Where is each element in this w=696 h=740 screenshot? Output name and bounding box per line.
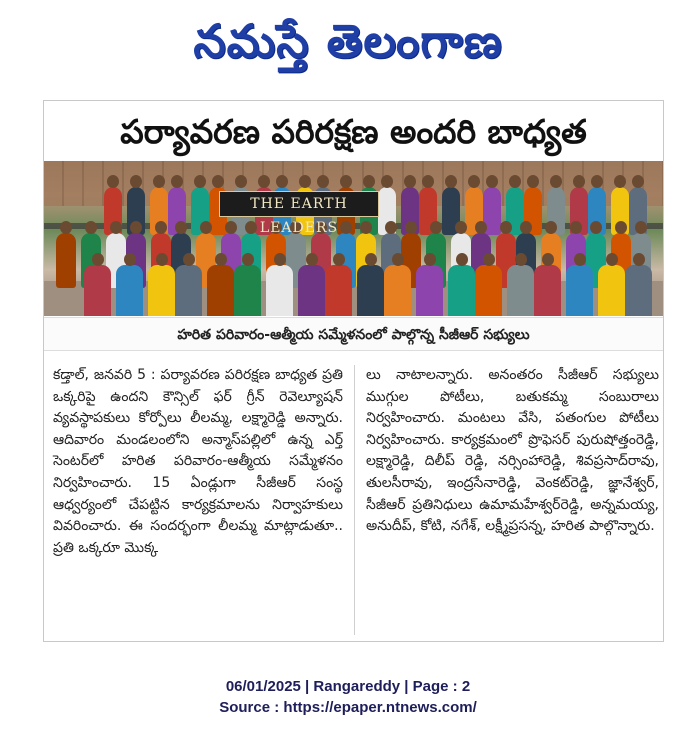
photo-person — [384, 265, 411, 316]
photo-person-head — [153, 175, 165, 188]
photo-person-head — [633, 253, 645, 266]
photo-person-head — [405, 221, 417, 234]
photo-person — [325, 265, 352, 316]
masthead-logo: నమస్తే తెలంగాణ — [193, 14, 503, 68]
group-photo — [44, 161, 663, 316]
photo-person-head — [235, 175, 247, 188]
article-headline: పర్యావరణ పరిరక్షణ అందరి బాధ్యత — [120, 112, 587, 151]
photo-person-head — [574, 253, 586, 266]
photo-person-head — [632, 175, 644, 188]
photo-person-head — [200, 221, 212, 234]
photo-person-head — [550, 175, 562, 188]
photo-person-head — [340, 221, 352, 234]
photo-person — [507, 265, 534, 316]
photo-person-head — [570, 221, 582, 234]
page-footer — [0, 676, 696, 718]
photo-person-head — [422, 175, 434, 188]
photo-person — [625, 265, 652, 316]
photo-person — [175, 265, 202, 316]
photo-person-head — [340, 175, 352, 188]
photo-person — [598, 265, 625, 316]
photo-person-head — [92, 253, 104, 266]
photo-person-head — [515, 253, 527, 266]
photo-person-head — [590, 221, 602, 234]
footer-source: Source : https://epaper.ntnews.com/ — [219, 699, 477, 716]
photo-person-head — [542, 253, 554, 266]
photo-person — [298, 265, 325, 316]
photo-person-head — [509, 175, 521, 188]
photo-person — [56, 233, 76, 288]
photo-person-head — [258, 175, 270, 188]
photo-person — [148, 265, 175, 316]
news-article — [43, 100, 664, 642]
photo-person-head — [545, 221, 557, 234]
photo-person-head — [483, 253, 495, 266]
photo-person-head — [124, 253, 136, 266]
photo-person-head — [424, 253, 436, 266]
photo-person-head — [430, 221, 442, 234]
photo-person-head — [455, 221, 467, 234]
photo-person-head — [615, 221, 627, 234]
photo-person-head — [317, 175, 329, 188]
photo-person-head — [130, 175, 142, 188]
photo-person — [266, 265, 293, 316]
photo-person-head — [155, 221, 167, 234]
photo-person-head — [274, 253, 286, 266]
photo-person — [416, 265, 443, 316]
photo-person-head — [85, 221, 97, 234]
column-divider — [354, 365, 355, 635]
photo-person-head — [183, 253, 195, 266]
photo-person — [448, 265, 475, 316]
article-column-left — [53, 365, 343, 559]
photo-person-head — [130, 221, 142, 234]
photo-person-head — [365, 253, 377, 266]
photo-person — [207, 265, 234, 316]
photo-person-head — [573, 175, 585, 188]
article-column-right — [366, 365, 659, 538]
photo-person-head — [333, 253, 345, 266]
article-body-left: కడ్తాల్, జనవరి 5 : పర్యావరణ పరిరక్షణ బాధ్యత ప్రతి ఒక్కరిపై ఉందని కౌన్సిల్ ఫర్ గ్రీన్ రెవెల్యూషన్ వ్యవస్థాపకులు కోర్పోలు లీలమ్మ, లక్ష్మారెడ్డి అన్నారు. ఆదివారం మండలంలోని అన్మాస్‌పల్లిలో ఉన్న ఎర్త్ సెంటర్‌లో హరిత పరివారం-ఆత్మీయ సమ్మేళనం నిర్వహించారు. 15 ఏండ్లుగా సీజీఆర్ సంస్థ ఆధ్వర్యంలో చేపట్టిన కార్యక్రమాలను నిర్వాహకులు వివరించారు. ఈ సందర్భంగా లీలమ్మ మాట్లాడుతూ.. ప్రతి ఒక్కరూ మొక్క — [53, 367, 343, 556]
photo-person-head — [245, 221, 257, 234]
photo-person-head — [392, 253, 404, 266]
photo-person-head — [175, 221, 187, 234]
photo-person-head — [635, 221, 647, 234]
photo-person-head — [500, 221, 512, 234]
photo-person — [116, 265, 143, 316]
photo-person-head — [614, 175, 626, 188]
photo-person — [234, 265, 261, 316]
photo-person-head — [215, 253, 227, 266]
photo-person-head — [242, 253, 254, 266]
photo-person-head — [385, 221, 397, 234]
article-body-right: లు నాటాలన్నారు. అనంతరం సీజీఆర్ సభ్యులు ముగ్గుల పోటీలు, బతుకమ్మ సంబురాలు నిర్వహించారు. మంటలు వేసి, పతంగుల పోటీలు నిర్వహించారు. కార్యక్రమంలో ప్రొఫెసర్ పురుషోత్తంరెడ్డి, లక్ష్మారెడ్డి, దిలీప్ రెడ్డి, నర్సింహారెడ్డి, శివప్రసాద్‌రావు, తులసీరావు, ఇంద్రసేనారెడ్డి, వెంకట్‌రెడ్డి, జ్ఞానేశ్వర్, సీజీఆర్ ప్రతినిధులు ఉమామహేశ్వర్‌రెడ్డి, అన్నమయ్య, అనుదీప్, కోటి, నగేశ్, లక్ష్మీప్రసన్న, హరిత పాల్గొన్నారు. — [366, 367, 659, 535]
photo-person-head — [299, 175, 311, 188]
photo-person-head — [591, 175, 603, 188]
photo-caption: హరిత పరివారం-ఆత్మీయ సమ్మేళనంలో పాల్గొన్న సీజీఆర్ సభ్యులు — [44, 317, 663, 351]
photo-person — [566, 265, 593, 316]
photo-person-head — [276, 175, 288, 188]
photo-person-head — [60, 221, 72, 234]
photo-person-head — [194, 175, 206, 188]
photo-person — [475, 265, 502, 316]
photo-person-head — [456, 253, 468, 266]
photo-person-head — [156, 253, 168, 266]
photo-person — [84, 265, 111, 316]
photo-person-head — [306, 253, 318, 266]
photo-person-head — [360, 221, 372, 234]
photo-person-head — [468, 175, 480, 188]
photo-person-head — [527, 175, 539, 188]
photo-person-head — [110, 221, 122, 234]
photo-person-head — [225, 221, 237, 234]
photo-person-head — [363, 175, 375, 188]
photo-person-head — [107, 175, 119, 188]
photo-person-head — [404, 175, 416, 188]
photo-person-head — [520, 221, 532, 234]
photo-person-head — [606, 253, 618, 266]
photo-person-head — [381, 175, 393, 188]
photo-person-head — [171, 175, 183, 188]
photo-person-head — [475, 221, 487, 234]
photo-person-head — [486, 175, 498, 188]
photo-person — [534, 265, 561, 316]
photo-person-head — [212, 175, 224, 188]
photo-person-head — [445, 175, 457, 188]
footer-date-edition: 06/01/2025 | Rangareddy | Page : 2 — [225, 678, 471, 695]
photo-person — [357, 265, 384, 316]
photo-banner: THE EARTH LEADERS — [219, 191, 379, 217]
